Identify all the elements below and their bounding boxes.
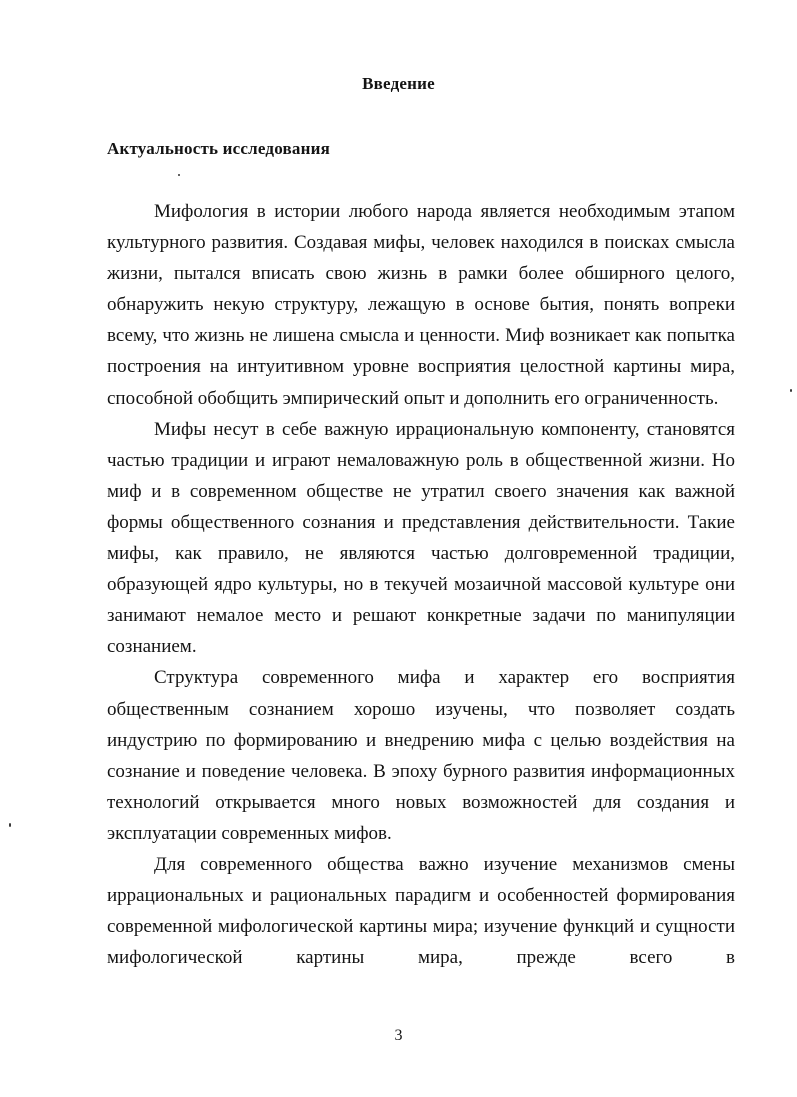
paragraph: Мифология в истории любого народа является необходимым этапом культурного развития. Создавая мифы, человек находился в поисках смысла жизни, пытался вписать свою жизнь в рамки более обширного целого, обнаружить некую структуру, лежащую в основе бытия, понять вопреки всему, что жизнь не лишена смысла и ценности. Миф возникает как попытка построения на интуитивном уровне восприятия целостной картины мира, способной обобщить эмпирический опыт и дополнить его ограниченность. <box>107 201 735 409</box>
scan-speck <box>9 823 11 827</box>
section-heading: Актуальность исследования <box>107 139 330 158</box>
body-text <box>107 196 735 973</box>
page-number: 3 <box>394 1027 403 1044</box>
paragraph: Мифы несут в себе важную иррациональную компоненту, становятся частью традиции и играют немаловажную роль в общественной жизни. Но миф и в современном обществе не утратил своего значения как важной формы общественного сознания и представления действительности. Такие мифы, как правило, не являются частью долговременной традиции, образующей ядро культуры, но в текучей мозаичной массовой культуре они занимают немалое место и решают конкретные задачи по манипуляции сознанием. <box>107 418 735 658</box>
scan-speck <box>790 389 792 392</box>
scan-speck <box>178 174 180 176</box>
paragraph: Структура современного мифа и характер его восприятия общественным сознанием хорошо изучены, что позволяет создать индустрию по формированию и внедрению мифа с целью воздействия на сознание и поведение человека. В эпоху бурного развития информационных технологий открывается много новых возможностей для создания и эксплуатации современных мифов. <box>107 667 735 844</box>
page-title: Введение <box>362 74 435 93</box>
paragraph: Для современного общества важно изучение механизмов смены иррациональных и рациональных парадигм и особенностей формирования современной мифологической картины мира; изучение функций и сущности мифологической картины мира, прежде всего в <box>107 853 735 969</box>
